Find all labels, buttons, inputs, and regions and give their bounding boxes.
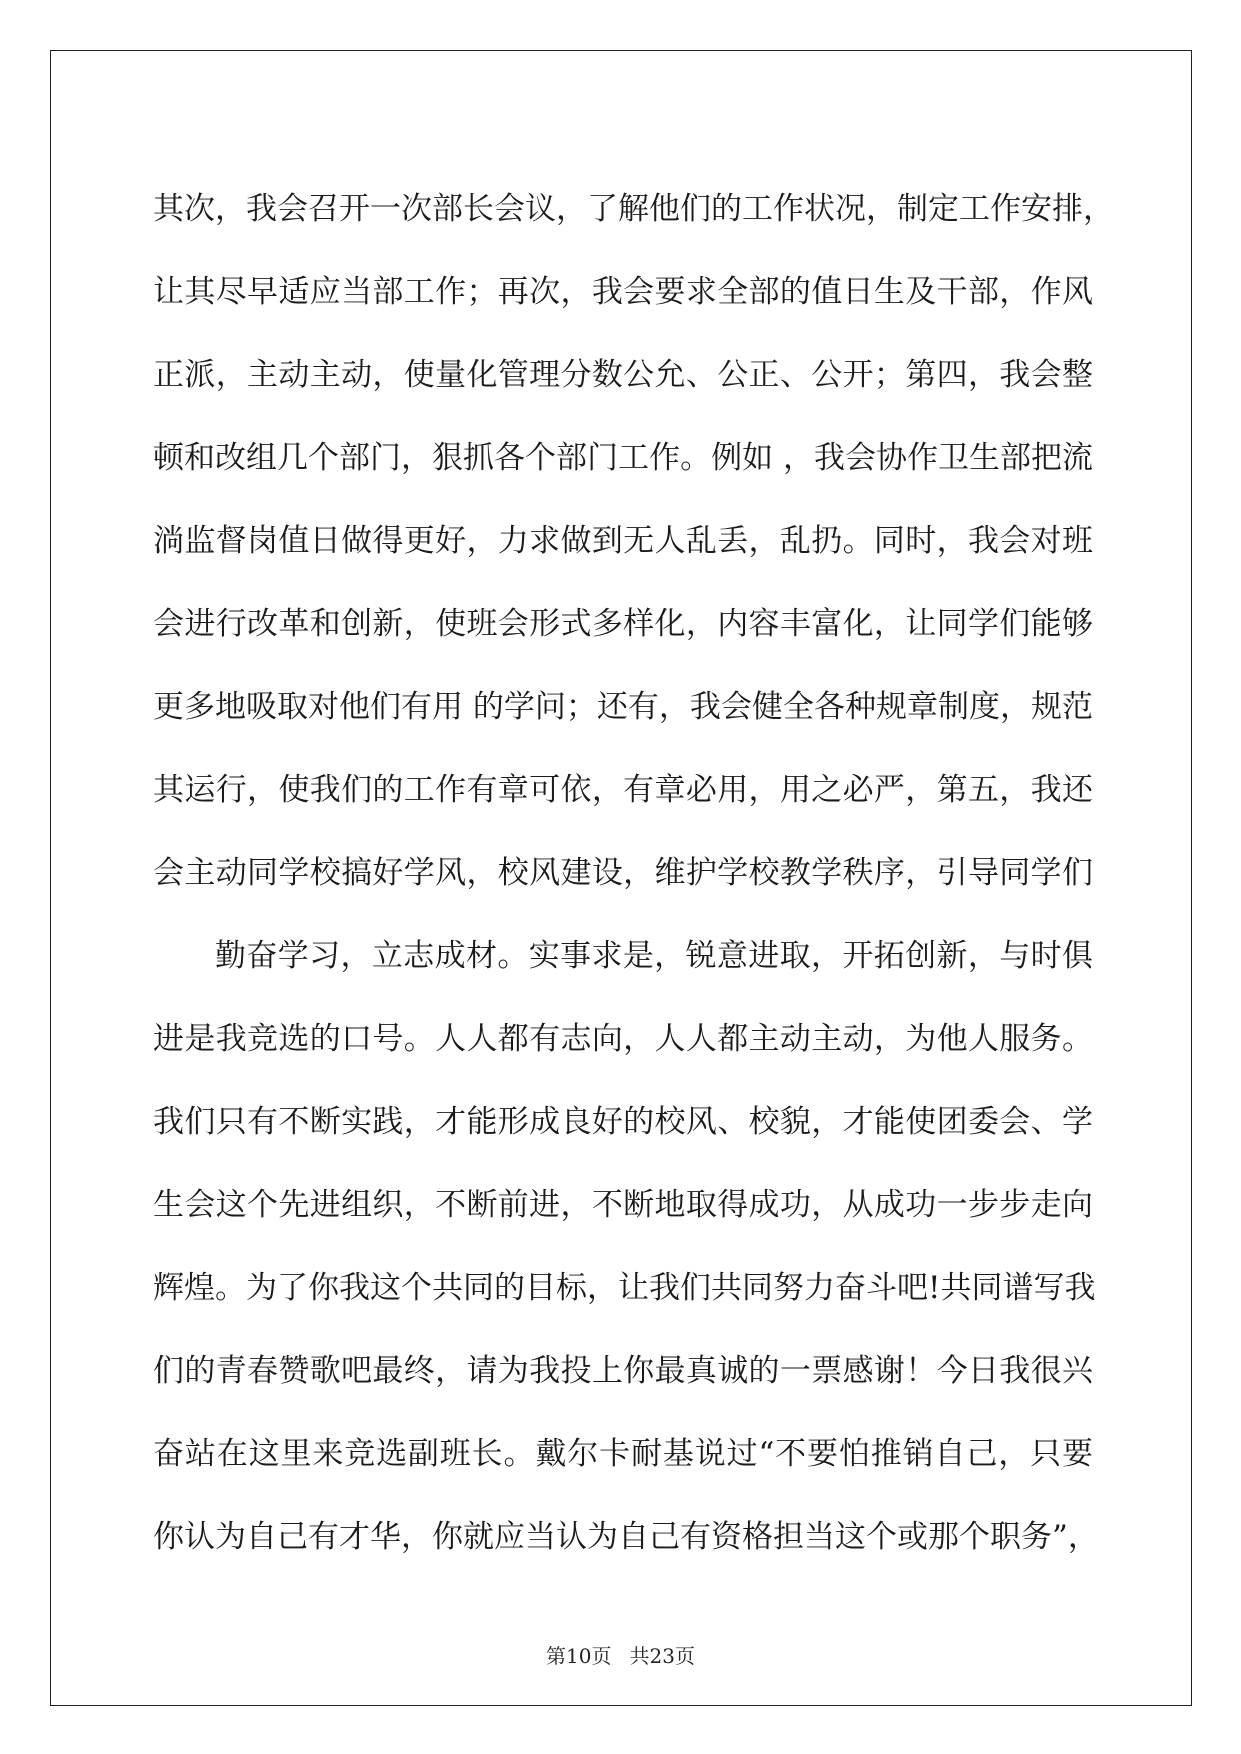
text-line: 进是我竞选的口号。人人都有志向，人人都主动主动，为他人服务。 (153, 1021, 1093, 1057)
text-line: 生会这个先进组织，不断前进，不断地取得成功，从成功一步步走向 (153, 1187, 1093, 1223)
text-line: 我们只有不断实践，才能形成良好的校风、校貌，才能使团委会、学 (153, 1104, 1093, 1140)
text-line-indented: 勤奋学习，立志成材。实事求是，锐意进取，开拓创新，与时俱 (215, 938, 1093, 974)
page-number: 第10页 (546, 1644, 612, 1668)
text-line: 奋站在这里来竞选副班长。戴尔卡耐基说过“不要怕推销自己，只要 (153, 1436, 1093, 1472)
text-line: 其运行，使我们的工作有章可依，有章必用，用之必严，第五，我还 (153, 772, 1093, 808)
text-line: 其次，我会召开一次部长会议，了解他们的工作状况，制定工作安排， (153, 191, 1114, 227)
page-footer (0, 1640, 1241, 1669)
text-line: 淌监督岗值日做得更好，力求做到无人乱丢，乱扔。同时，我会对班 (153, 523, 1093, 559)
text-line: 更多地吸取对他们有用 的学问；还有，我会健全各种规章制度，规范 (153, 689, 1093, 725)
text-line: 辉煌。为了你我这个共同的目标，让我们共同努力奋斗吧!共同谱写我 (153, 1270, 1096, 1306)
text-line: 们的青春赞歌吧最终，请为我投上你最真诚的一票感谢！今日我很兴 (153, 1353, 1093, 1389)
text-line: 你认为自己有才华，你就应当认为自己有资格担当这个或那个职务”， (153, 1519, 1099, 1555)
document-body (153, 168, 1114, 1579)
text-line: 正派，主动主动，使量化管理分数公允、公正、公开；第四，我会整 (153, 357, 1093, 393)
text-line: 会主动同学校搞好学风，校风建设，维护学校教学秩序，引导同学们 (153, 855, 1093, 891)
text-line: 会进行改革和创新，使班会形式多样化，内容丰富化，让同学们能够 (153, 606, 1093, 642)
text-line: 让其尽早适应当部工作；再次，我会要求全部的值日生及干部，作风 (153, 274, 1093, 310)
text-line: 顿和改组几个部门，狠抓各个部门工作。例如 ，我会协作卫生部把流 (153, 440, 1093, 476)
page-total: 共23页 (629, 1644, 695, 1668)
